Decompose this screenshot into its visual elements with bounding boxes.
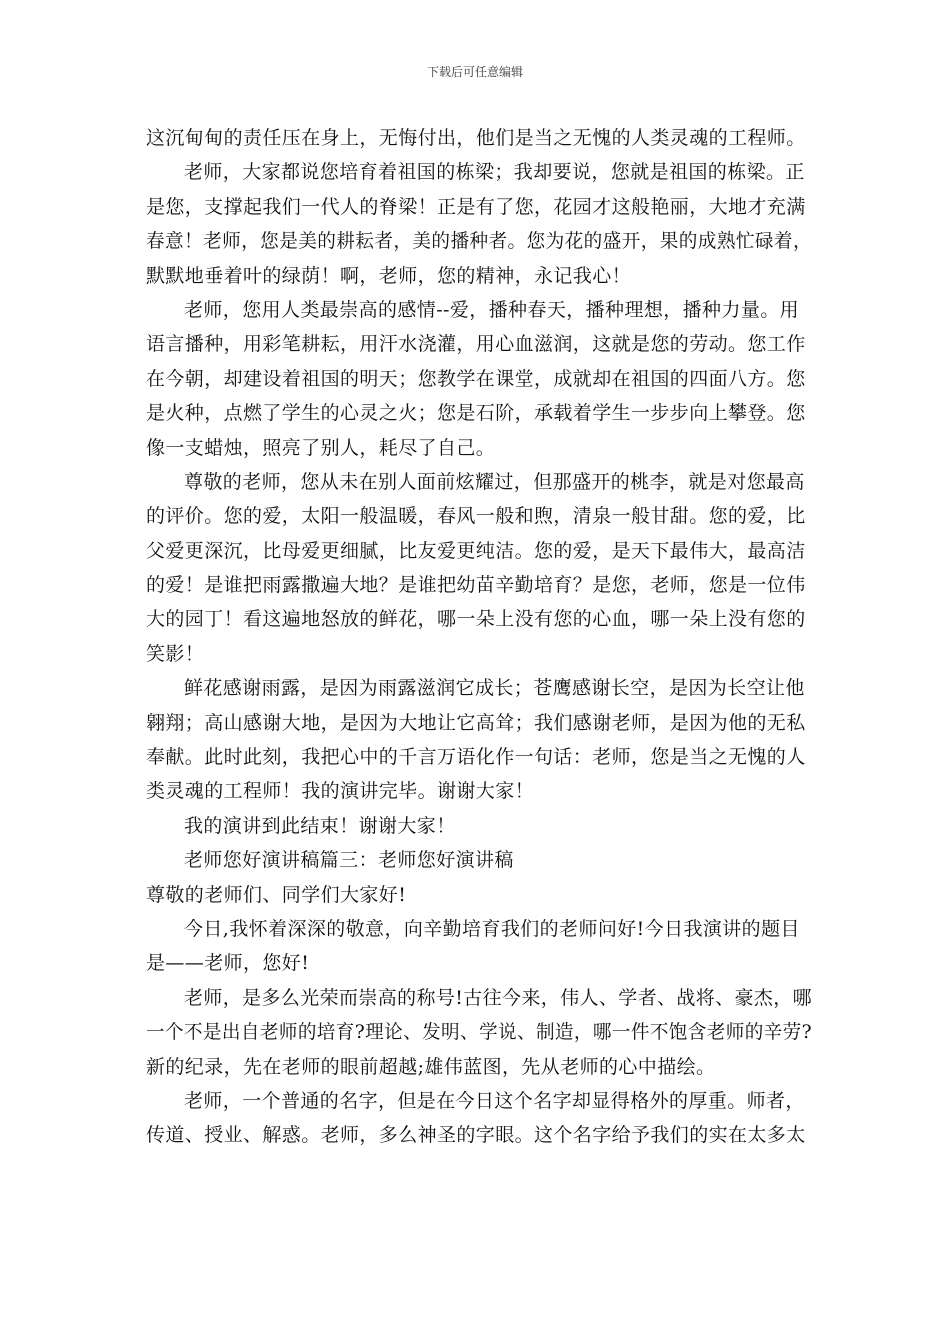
text-line: 奉献。此时此刻，我把心中的千言万语化作一句话：老师，您是当之无愧的人 <box>146 746 806 769</box>
document-body <box>146 121 812 1153</box>
text-line: 一个不是出自老师的培育?理论、发明、学说、制造，哪一件不饱含老师的辛劳? <box>146 1021 813 1044</box>
text-line: 老师您好演讲稿篇三：老师您好演讲稿 <box>184 849 514 872</box>
text-line: 尊敬的老师们、同学们大家好! <box>146 883 407 906</box>
text-line: 的评价。您的爱，太阳一般温暖，春风一般和煦，清泉一般甘甜。您的爱，比 <box>146 505 806 528</box>
text-line: 是火种，点燃了学生的心灵之火；您是石阶，承载着学生一步步向上攀登。您 <box>146 402 806 425</box>
text-line: 默默地垂着叶的绿荫！啊，老师，您的精神，永记我心！ <box>146 264 632 287</box>
text-line: 的爱！是谁把雨露撒遍大地？是谁把幼苗辛勤培育？是您，老师，您是一位伟 <box>146 574 806 597</box>
text-line: 我的演讲到此结束！谢谢大家！ <box>184 814 456 837</box>
text-line: 笑影！ <box>146 642 205 665</box>
text-line: 尊敬的老师，您从未在别人面前炫耀过，但那盛开的桃李，就是对您最高 <box>184 470 805 493</box>
text-line: 鲜花感谢雨露，是因为雨露滋润它成长；苍鹰感谢长空，是因为长空让他 <box>184 677 805 700</box>
text-line: 大的园丁！看这遍地怒放的鲜花，哪一朵上没有您的心血，哪一朵上没有您的 <box>146 608 806 631</box>
text-line: 老师，您用人类最崇高的感情--爱，播种春天，播种理想，播种力量。用 <box>184 298 800 321</box>
text-line: 这沉甸甸的责任压在身上，无悔付出，他们是当之无愧的人类灵魂的工程师。 <box>146 127 806 149</box>
text-line: 传道、授业、解惑。老师，多么神圣的字眼。这个名字给予我们的实在太多太 <box>146 1124 806 1147</box>
text-line: 像一支蜡烛，照亮了别人，耗尽了自己。 <box>146 436 496 459</box>
text-line: 是——老师，您好! <box>146 952 310 975</box>
text-line: 在今朝，却建设着祖国的明天；您教学在课堂，成就却在祖国的四面八方。您 <box>146 367 806 390</box>
text-line: 新的纪录，先在老师的眼前超越;雄伟蓝图，先从老师的心中描绘。 <box>146 1055 716 1078</box>
text-line: 老师，是多么光荣而崇高的称号!古往今来，伟人、学者、战将、豪杰，哪 <box>184 986 813 1009</box>
text-line: 类灵魂的工程师！我的演讲完毕。谢谢大家！ <box>146 780 535 803</box>
text-line: 翱翔；高山感谢大地，是因为大地让它高耸；我们感谢老师，是因为他的无私 <box>146 711 806 734</box>
text-line: 语言播种，用彩笔耕耘，用汗水浇灌，用心血滋润，这就是您的劳动。您工作 <box>146 333 806 356</box>
text-line: 老师，一个普通的名字，但是在今日这个名字却显得格外的厚重。师者， <box>184 1089 805 1112</box>
page-header: 下载后可任意编辑 <box>426 65 523 79</box>
text-line: 老师，大家都说您培育着祖国的栋梁；我却要说，您就是祖国的栋梁。正 <box>184 161 805 184</box>
text-line: 春意！老师，您是美的耕耘者，美的播种者。您为花的盛开，果的成熟忙碌着， <box>146 230 812 253</box>
text-line: 今日,我怀着深深的敬意，向辛勤培育我们的老师问好!今日我演讲的题目 <box>184 917 800 940</box>
text-line: 父爱更深沉，比母爱更细腻，比友爱更纯洁。您的爱，是天下最伟大，最高洁 <box>146 539 806 562</box>
text-line: 是您，支撑起我们一代人的脊梁！正是有了您，花园才这般艳丽，大地才充满 <box>146 195 806 218</box>
